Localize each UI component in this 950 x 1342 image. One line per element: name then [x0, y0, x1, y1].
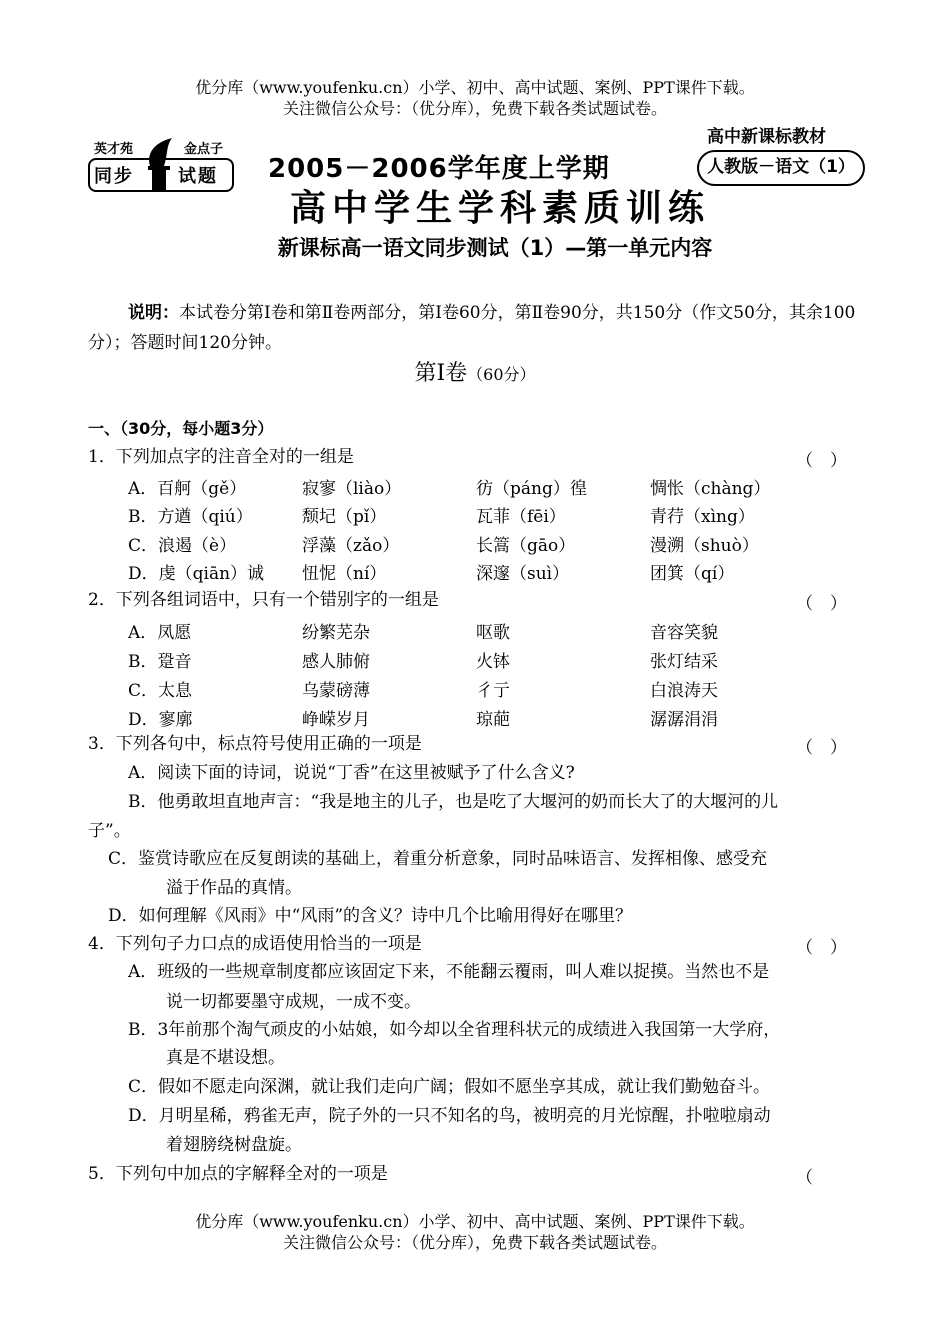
q2-option: 峥嵘岁月 — [302, 710, 370, 730]
q5-answer-paren: （ — [796, 1168, 813, 1188]
q1-option: 瓦菲（fēi） — [476, 507, 566, 527]
q2-option: C．太息 — [128, 681, 193, 701]
q5-stem: 5．下列句中加点的字解释全对的一项是 — [88, 1164, 388, 1184]
q3-stem: 3．下列各句中，标点符号使用正确的一项是 — [88, 734, 422, 754]
logo-bottom-right: 试题 — [178, 166, 218, 187]
page-title: 高中学生学科素质训练 — [289, 188, 710, 229]
instructions — [88, 298, 864, 358]
q2-option: 白浪涛天 — [650, 681, 718, 701]
q2-stem: 2．下列各组词语中，只有一个错别字的一组是 — [88, 590, 439, 610]
q1-option: 彷（páng）徨 — [476, 479, 587, 499]
q4-option-a: A．班级的一些规章制度都应该固定下来，不能翻云覆雨，叫人难以捉摸。当然也不是 — [128, 962, 770, 982]
volume-title — [0, 356, 950, 387]
q1-option: 颓圮（pǐ） — [302, 507, 387, 527]
instructions-text: 本试卷分第Ⅰ卷和第Ⅱ卷两部分，第Ⅰ卷60分，第Ⅱ卷90分，共150分（作文50分，其余100分）；答题时间120分钟。 — [88, 303, 856, 353]
q4-stem: 4．下列句子力口点的成语使用恰当的一项是 — [88, 934, 422, 954]
q4-option-c: C．假如不愿走向深渊，就让我们走向广阔；假如不愿坐享其成，就让我们勤勉奋斗。 — [128, 1077, 771, 1097]
header-line-1: 优分库（www.youfenku.cn）小学、初中、高中试题、案例、PPT课件下载。 — [195, 78, 755, 97]
q3-answer-paren: （ ） — [796, 738, 847, 758]
footer-line-2: 关注微信公众号：（优分库），免费下载各类试题试卷。 — [282, 1233, 667, 1252]
q1-option: 寂寥（liào） — [302, 479, 402, 499]
q4-option-d-cont: 着翅膀绕树盘旋。 — [166, 1135, 302, 1155]
q2-option: D．寥廓 — [128, 710, 193, 730]
q1-option: D．虔（qiān）诚 — [128, 564, 265, 584]
instructions-label: 说明： — [128, 303, 179, 323]
q1-option: 深邃（suì） — [476, 564, 570, 584]
volume-name: 第Ⅰ卷 — [414, 361, 468, 386]
q1-answer-paren: （ ） — [796, 451, 847, 471]
q2-option: 琼葩 — [476, 710, 510, 730]
header-line-2: 关注微信公众号：（优分库），免费下载各类试题试卷。 — [282, 99, 667, 118]
q2-option: 呕歌 — [476, 623, 510, 643]
q2-option: 彳亍 — [476, 681, 510, 701]
q1-option: 惆怅（chàng） — [650, 479, 771, 499]
q4-option-a-cont: 说一切都要墨守成规，一成不变。 — [166, 992, 421, 1012]
q1-stem: 1．下列加点字的注音全对的一组是 — [88, 447, 354, 467]
q1-option: 浮藻（zǎo） — [302, 536, 400, 556]
badge-top: 高中新课标教材 — [707, 127, 826, 147]
q1-option: 长篙（gāo） — [476, 536, 576, 556]
q1-option: 忸怩（ní） — [302, 564, 387, 584]
section-heading: 一、（30分，每小题3分） — [88, 419, 274, 438]
title-year: 2005－2006学年度上学期 — [268, 154, 610, 184]
q2-option: 纷繁芜杂 — [302, 623, 370, 643]
edition-badge: 人教版－语文（1） — [697, 150, 865, 186]
q2-option: A．凤愿 — [128, 623, 192, 643]
q2-option: 音容笑貌 — [650, 623, 718, 643]
q2-option: 火钵 — [476, 652, 510, 672]
q2-option: B．跫音 — [128, 652, 192, 672]
logo-top-left: 英才苑 — [94, 142, 134, 157]
q2-option: 张灯结采 — [650, 652, 718, 672]
q3-option-d: D．如何理解《风雨》中“风雨”的含义？诗中几个比喻用得好在哪里？ — [108, 906, 633, 926]
q1-option: 漫溯（shuò） — [650, 536, 759, 556]
q3-option-c-cont: 溢于作品的真情。 — [166, 878, 302, 898]
q4-option-b: B．3年前那个淘气顽皮的小姑娘，如今却以全省理科状元的成绩进入我国第一大学府， — [128, 1020, 781, 1040]
q2-option: 感人肺俯 — [302, 652, 370, 672]
q3-option-b-cont: 子”。 — [88, 821, 131, 841]
q2-option: 潺潺涓涓 — [650, 710, 718, 730]
footer-line-1: 优分库（www.youfenku.cn）小学、初中、高中试题、案例、PPT课件下载。 — [195, 1212, 755, 1231]
q1-option: C．浪遏（è） — [128, 536, 237, 556]
logo-top-right: 金点子 — [184, 142, 224, 157]
q4-option-d: D．月明星稀，鸦雀无声，院子外的一只不知名的鸟，被明亮的月光惊醒，扑啦啦扇动 — [128, 1106, 771, 1126]
q4-option-b-cont: 真是不堪设想。 — [166, 1048, 285, 1068]
q1-option: A．百舸（gě） — [128, 479, 247, 499]
q1-option: B．方遒（qiú） — [128, 507, 253, 527]
logo-bottom-left: 同步 — [94, 166, 134, 187]
q3-option-b: B．他勇敢坦直地声言：“我是地主的儿子，也是吃了大堰河的奶而长大了的大堰河的儿 — [128, 792, 779, 812]
page-subtitle: 新课标高一语文同步测试（1）—第一单元内容 — [277, 236, 713, 260]
q1-option: 青荇（xìng） — [650, 507, 755, 527]
q4-answer-paren: （ ） — [796, 938, 847, 958]
q3-option-c: C．鉴赏诗歌应在反复朗读的基础上，着重分析意象，同时品味语言、发挥相像、感受充 — [108, 849, 768, 869]
volume-points: （60分） — [467, 365, 536, 384]
q1-option: 团箕（qí） — [650, 564, 735, 584]
q3-option-a: A．阅读下面的诗词，说说“丁香”在这里被赋予了什么含义? — [128, 763, 575, 783]
q2-answer-paren: （ ） — [796, 594, 847, 614]
q2-option: 乌蒙磅薄 — [302, 681, 370, 701]
